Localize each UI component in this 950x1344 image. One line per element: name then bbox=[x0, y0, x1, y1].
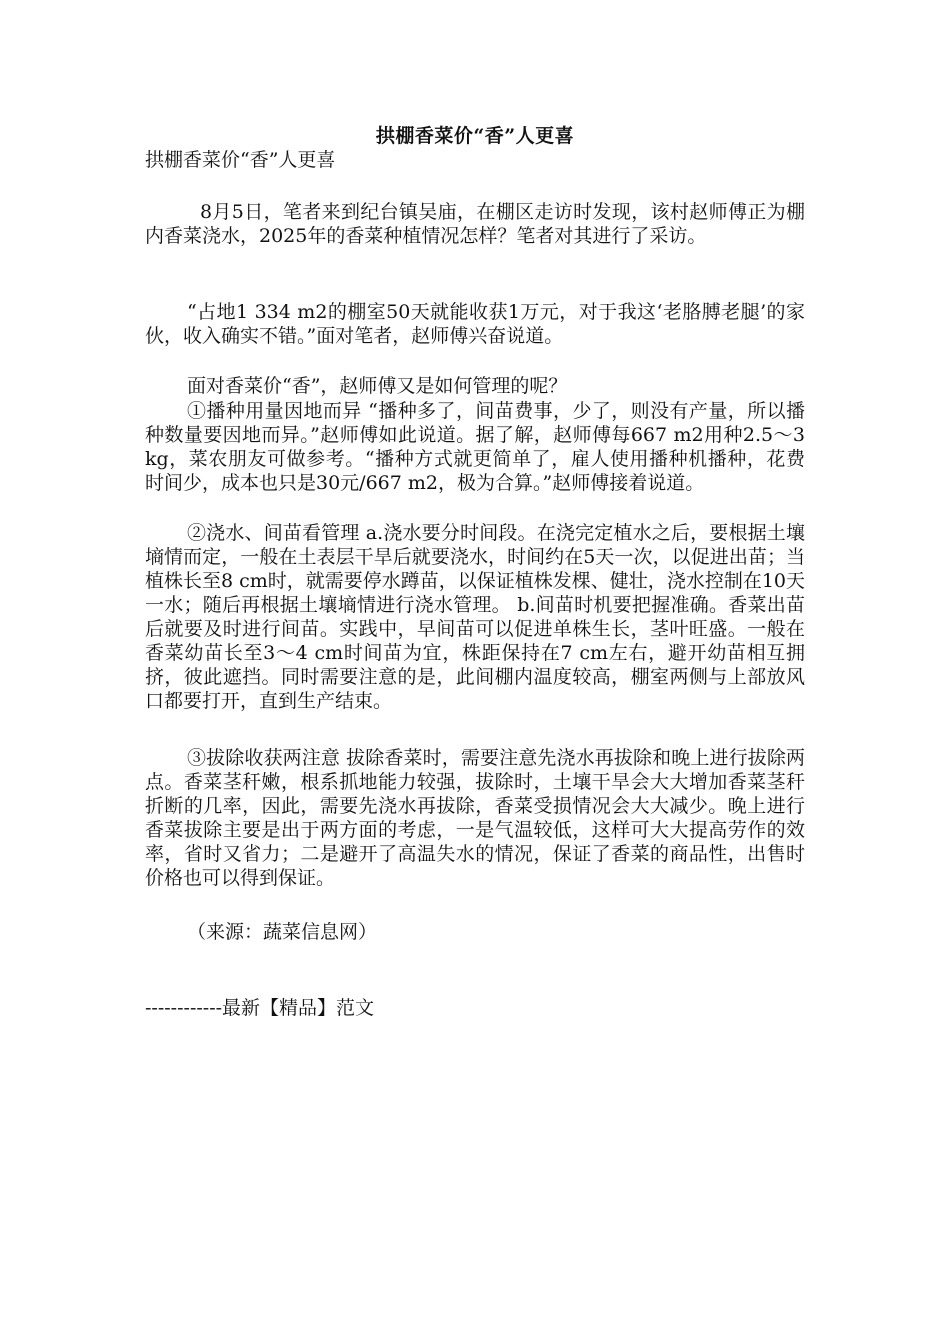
document-subtitle: 拱棚香菜价“香”人更喜 bbox=[145, 149, 336, 171]
document-footer: ------------最新【精品】范文 bbox=[145, 997, 375, 1019]
paragraph-watering: ②浇水、间苗看管理 a.浇水要分时间段。在浇完定植水之后，要根据土壤墒情而定，一般在土表层干旱后就要浇水，时间约在5天一次，以促进出苗；当植株长至8 cm时，就需要停水蹲苗，以保证植株发棵、健壮，浇水控制在10天一水；随后再根据土壤墒情进行浇水管理。 b.间苗时机要把握准确。香菜出苗后就要及时进行间苗。实践中，早间苗可以促进单株生长，茎叶旺盛。一般在香菜幼苗长至3～4 cm时间苗为宜，株距保持在7 cm左右，避开幼苗相互拥挤，彼此遮挡。同时需要注意的是，此间棚内温度较高，棚室两侧与上部放风口都要打开，直到生产结束。 bbox=[145, 522, 805, 712]
paragraph-intro: 8月5日，笔者来到纪台镇吴庙，在棚区走访时发现，该村赵师傅正为棚内香菜浇水，2025年的香菜种植情况怎样？笔者对其进行了采访。 bbox=[145, 201, 805, 247]
document-title: 拱棚香菜价“香”人更喜 bbox=[375, 125, 575, 147]
paragraph-sowing: ①播种用量因地而异 “播种多了，间苗费事，少了，则没有产量，所以播种数量要因地而异。”赵师傅如此说道。据了解，赵师傅每667 m2用种2.5～3 kg，菜农朋友可做参考。“播种方式就更简单了，雇人使用播种机播种，花费时间少，成本也只是30元/667 m2，极为合算。”赵师傅接着说道。 bbox=[145, 400, 805, 494]
paragraph-question: 面对香菜价“香”，赵师傅又是如何管理的呢？ bbox=[187, 375, 568, 397]
paragraph-quote: “占地1 334 m2的棚室50天就能收获1万元，对于我这‘老胳膊老腿’的家伙，收入确实不错。”面对笔者，赵师傅兴奋说道。 bbox=[145, 301, 805, 347]
paragraph-source: （来源：蔬菜信息网） bbox=[187, 921, 378, 943]
paragraph-harvest: ③拔除收获两注意 拔除香菜时，需要注意先浇水再拔除和晚上进行拔除两点。香菜茎秆嫩，根系抓地能力较强，拔除时，土壤干旱会大大增加香菜茎秆折断的几率，因此，需要先浇水再拔除，香菜受损情况会大大减少。晚上进行香菜拔除主要是出于两方面的考虑，一是气温较低，这样可大大提高劳作的效率，省时又省力；二是避开了高温失水的情况，保证了香菜的商品性，出售时价格也可以得到保证。 bbox=[145, 747, 805, 889]
